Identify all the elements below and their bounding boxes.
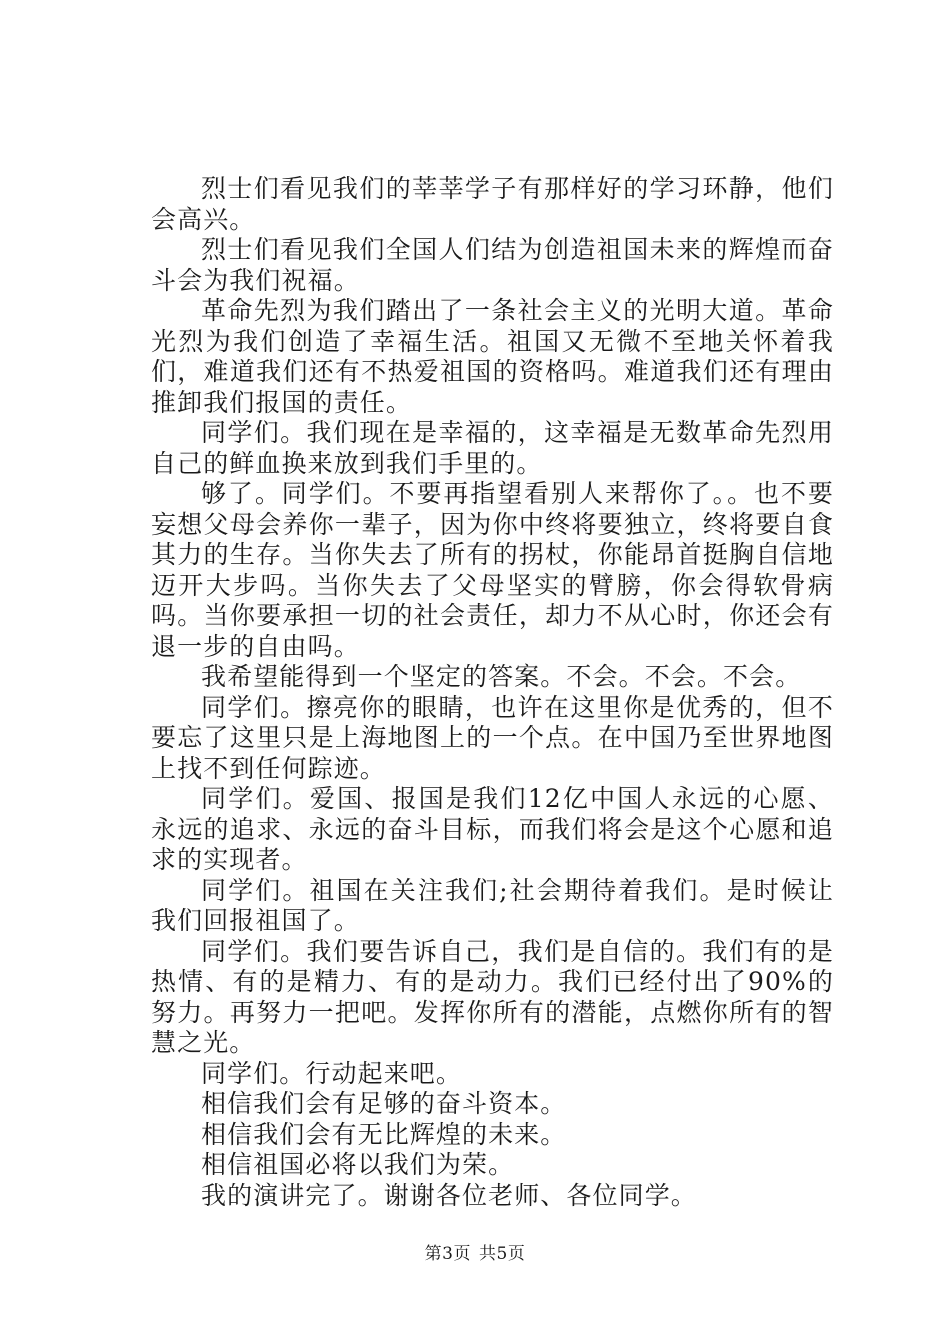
page-total: 共5页 <box>479 1244 526 1264</box>
paragraph: 同学们。我们要告诉自己，我们是自信的。我们有的是热情、有的是精力、有的是动力。我们已经付出了90%的努力。再努力一把吧。发挥你所有的潜能，点燃你所有的智慧之光。 <box>151 936 834 1057</box>
page-footer <box>0 1243 950 1265</box>
paragraph: 同学们。我们现在是幸福的，这幸福是无数革命先烈用自己的鲜血换来放到我们手里的。 <box>151 418 834 478</box>
paragraph: 相信我们会有足够的奋斗资本。 <box>201 1089 567 1118</box>
paragraph: 革命先烈为我们踏出了一条社会主义的光明大道。革命光烈为我们创造了幸福生活。祖国又无微不至地关怀着我们，难道我们还有不热爱祖国的资格吗。难道我们还有理由推卸我们报国的责任。 <box>151 296 834 417</box>
paragraph: 相信祖国必将以我们为荣。 <box>201 1150 515 1179</box>
paragraph: 烈士们看见我们的莘莘学子有那样好的学习环静，他们会高兴。 <box>151 174 834 234</box>
page-number: 第3页 <box>424 1244 471 1264</box>
paragraph: 我的演讲完了。谢谢各位老师、各位同学。 <box>201 1180 697 1210</box>
paragraph: 我希望能得到一个坚定的答案。不会。不会。不会。 <box>201 662 802 691</box>
paragraph: 同学们。祖国在关注我们;社会期待着我们。是时候让我们回报祖国了。 <box>151 875 834 935</box>
paragraph: 烈士们看见我们全国人们结为创造祖国未来的辉煌而奋斗会为我们祝福。 <box>151 235 834 295</box>
paragraph: 同学们。爱国、报国是我们12亿中国人永远的心愿、永远的追求、永远的奋斗目标，而我们将会是这个心愿和追求的实现者。 <box>151 784 834 874</box>
paragraph: 同学们。擦亮你的眼睛，也许在这里你是优秀的，但不要忘了这里只是上海地图上的一个点。在中国乃至世界地图上找不到任何踪迹。 <box>151 692 834 783</box>
paragraph: 够了。同学们。不要再指望看别人来帮你了。。也不要妄想父母会养你一辈子，因为你中终将要独立，终将要自食其力的生存。当你失去了所有的拐杖，你能昂首挺胸自信地迈开大步吗。当你失去了父母坚实的臂膀，你会得软骨病吗。当你要承担一切的社会责任，却力不从心时，你还会有退一步的自由吗。 <box>151 479 834 661</box>
paragraph: 同学们。行动起来吧。 <box>201 1058 463 1088</box>
paragraph: 相信我们会有无比辉煌的未来。 <box>201 1119 567 1149</box>
document-body <box>151 174 834 1211</box>
